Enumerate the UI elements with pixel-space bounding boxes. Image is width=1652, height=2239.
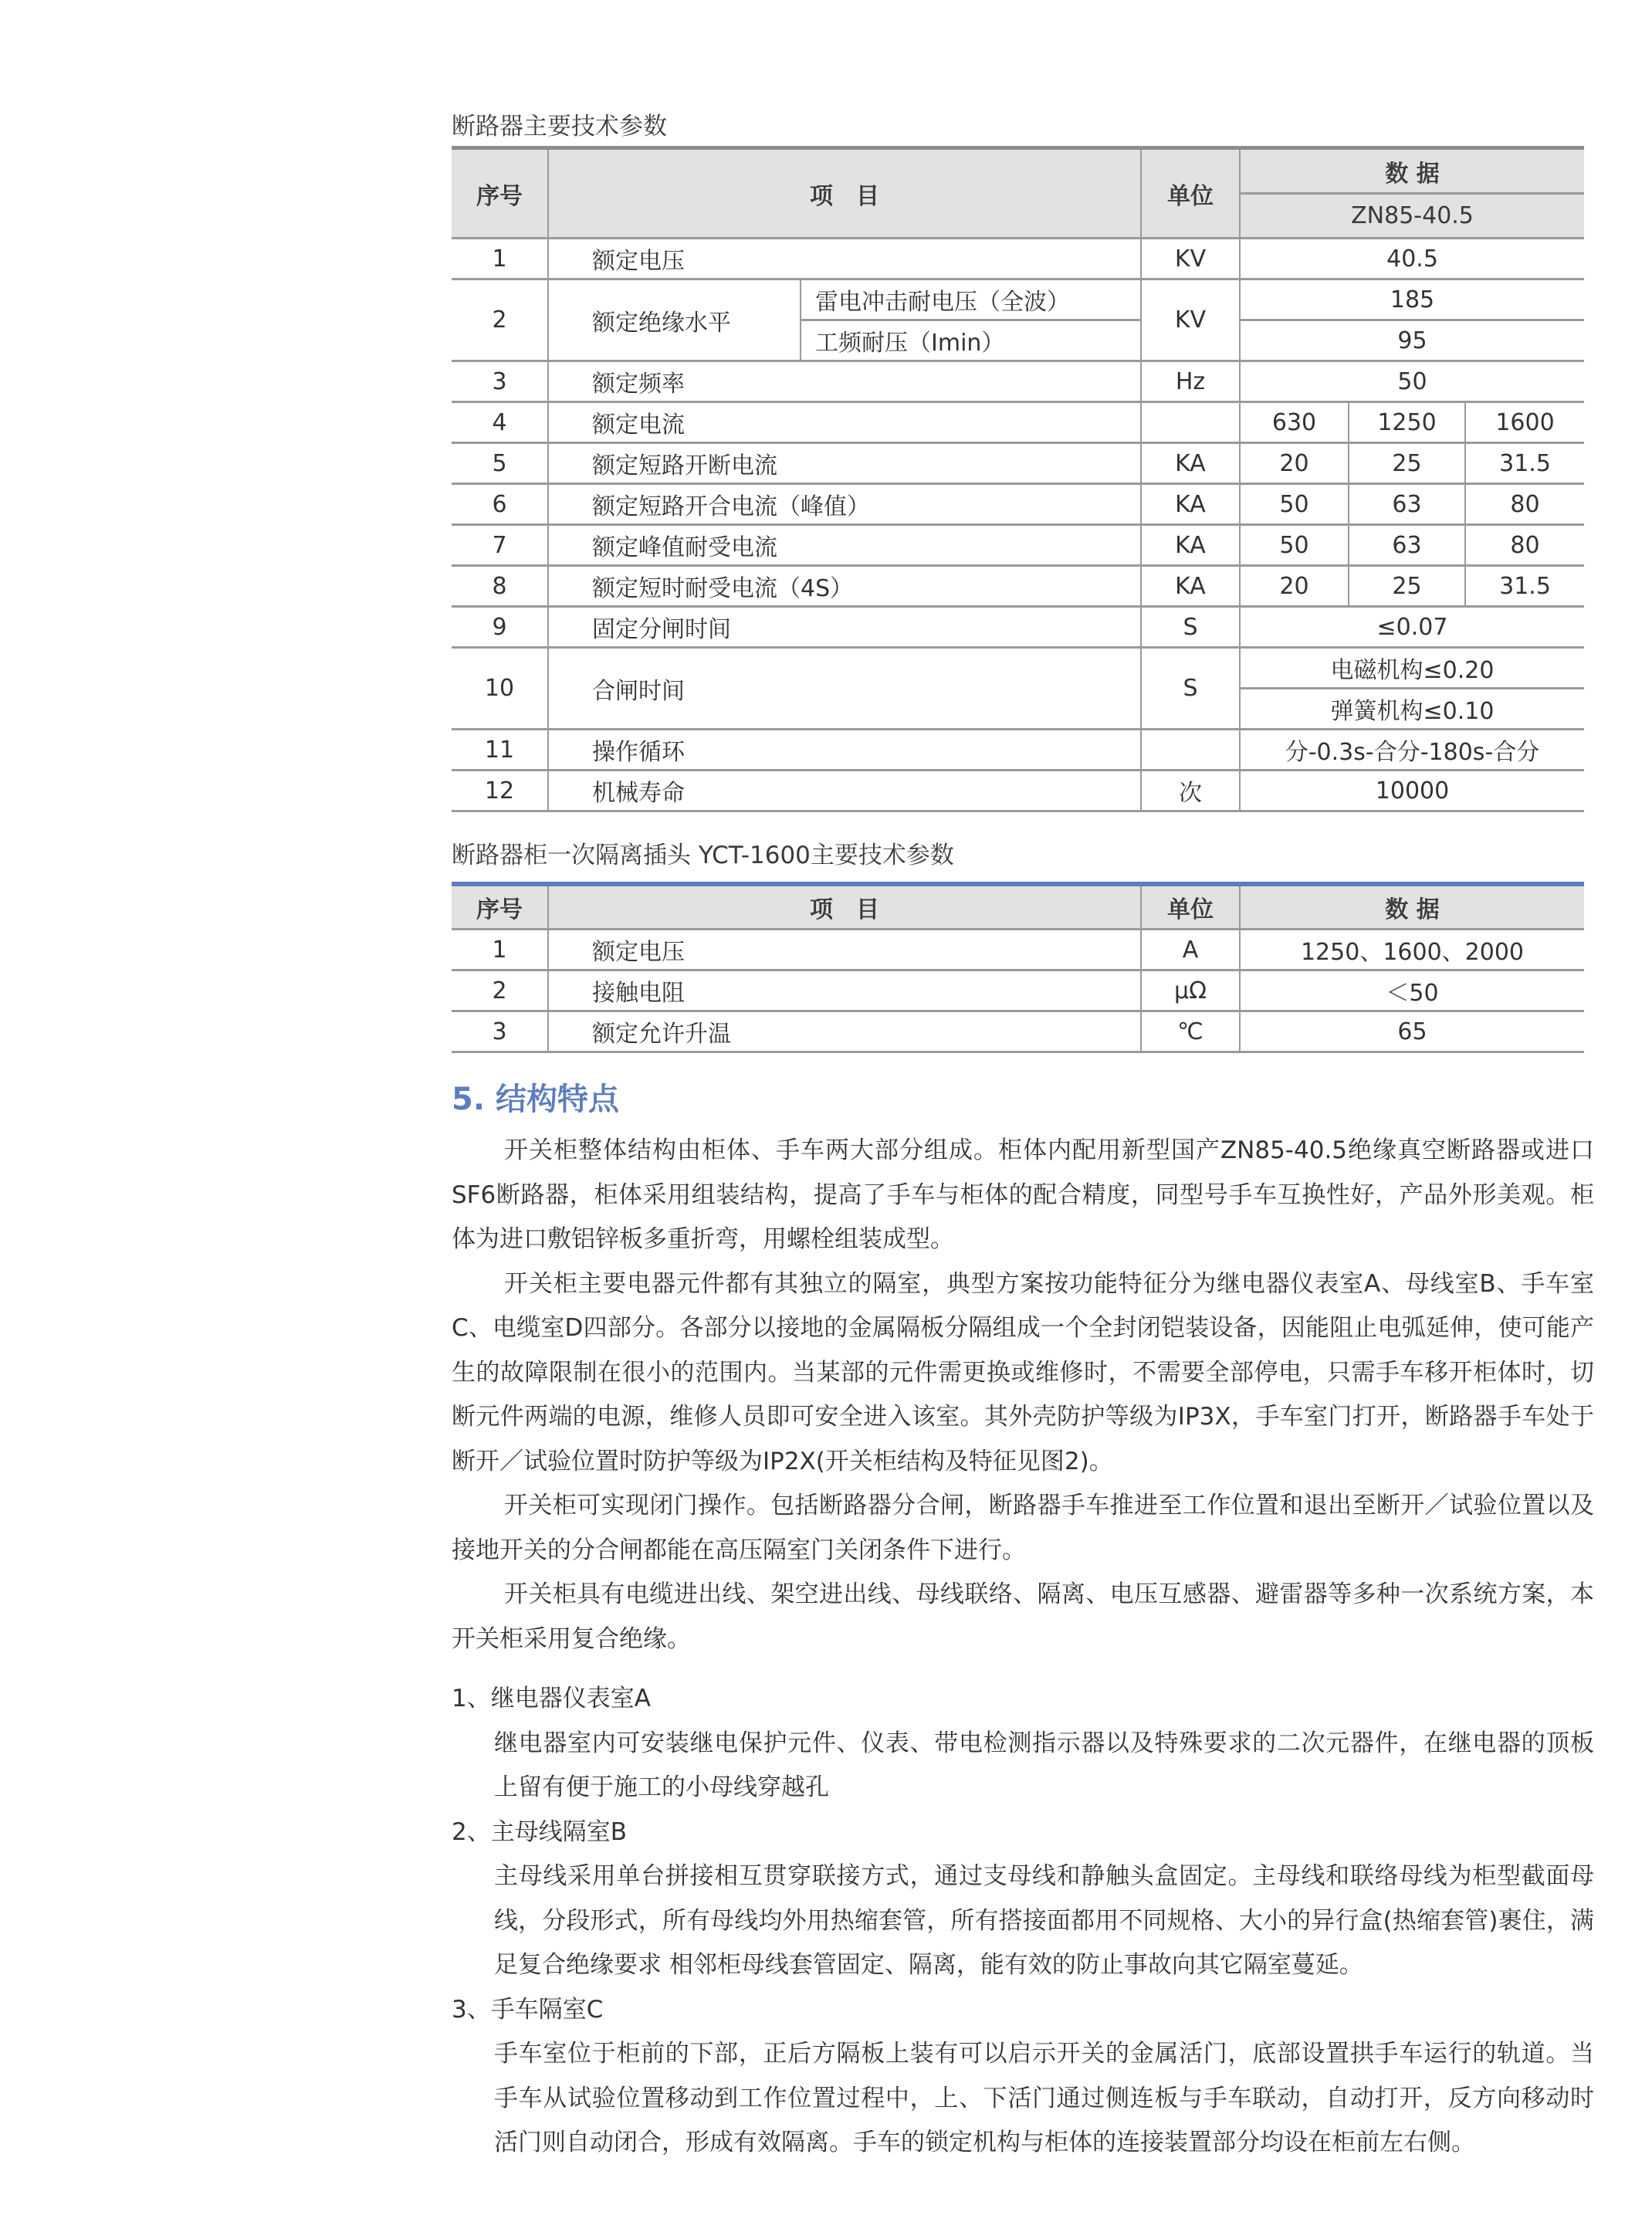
header-no: 序号	[452, 148, 548, 239]
row-item: 操作循环	[548, 730, 1141, 771]
header-unit: 单位	[1141, 148, 1240, 239]
row-item: 额定电流	[548, 402, 1141, 443]
row-unit: KV	[1141, 279, 1240, 361]
row-value: 80	[1465, 525, 1584, 566]
table-row	[452, 730, 1584, 771]
row-value: 电磁机构≤0.20	[1240, 648, 1584, 689]
row-no: 8	[452, 566, 548, 607]
row-unit: KA	[1141, 484, 1240, 525]
row-value: 63	[1349, 525, 1465, 566]
row-subitem: 雷电冲击耐电压（全波）	[801, 279, 1141, 320]
row-no: 3	[452, 361, 548, 402]
table-row	[452, 771, 1584, 811]
table-row	[452, 402, 1584, 443]
row-value: 10000	[1240, 771, 1584, 811]
paragraph: 开关柜整体结构由柜体、手车两大部分组成。柜体内配用新型国产ZN85-40.5绝缘真空断路器或进口SF6断路器，柜体采用组装结构，提高了手车与柜体的配合精度，同型号手车互换性好，产品外形美观。柜体为进口敷铝锌板多重折弯，用螺栓组装成型。	[452, 1136, 1594, 1253]
row-item: 固定分闸时间	[548, 607, 1141, 648]
row-value: 50	[1240, 525, 1349, 566]
row-value: 50	[1240, 484, 1349, 525]
row-unit: μΩ	[1141, 970, 1240, 1011]
row-value: 20	[1240, 443, 1349, 484]
row-no: 3	[452, 1011, 548, 1052]
section-body	[452, 1129, 1594, 2166]
row-value: 31.5	[1465, 443, 1584, 484]
row-unit	[1141, 402, 1240, 443]
header-item: 项 目	[548, 148, 1141, 239]
row-value: 分-0.3s-合分-180s-合分	[1240, 730, 1584, 771]
row-value: 20	[1240, 566, 1349, 607]
table-caption: 断路器柜一次隔离插头 YCT-1600主要技术参数	[452, 842, 954, 869]
table-row	[452, 361, 1584, 402]
row-value: 185	[1240, 279, 1584, 320]
row-no: 2	[452, 970, 548, 1011]
row-item: 额定峰值耐受电流	[548, 525, 1141, 566]
row-unit: 次	[1141, 771, 1240, 811]
row-no: 9	[452, 607, 548, 648]
list-item-title: 3、手车隔室C	[452, 1995, 604, 2024]
header-unit: 单位	[1141, 884, 1240, 930]
row-no: 12	[452, 771, 548, 811]
row-value: 63	[1349, 484, 1465, 525]
row-unit: KV	[1141, 239, 1240, 279]
paragraph: 开关柜主要电器元件都有其独立的隔室，典型方案按功能特征分为继电器仪表室A、母线室B、手车室C、电缆室D四部分。各部分以接地的金属隔板分隔组成一个全封闭铠装设备，因能阻止电弧延伸，使可能产生的故障限制在很小的范围内。当某部的元件需更换或维修时，不需要全部停电，只需手车移开柜体时，切断元件两端的电源，维修人员即可安全进入该室。其外壳防护等级为IP3X，手车室门打开，断路器手车处于断开／试验位置时防护等级为IP2X(开关柜结构及特征见图2)。	[452, 1269, 1594, 1475]
breaker-spec-table	[452, 146, 1584, 812]
table-row	[452, 525, 1584, 566]
header-model: ZN85-40.5	[1240, 194, 1584, 239]
row-value: 1250	[1349, 402, 1465, 443]
table-header-row	[452, 148, 1584, 194]
list-item-title: 2、主母线隔室B	[452, 1817, 627, 1846]
list-item-text: 手车室位于柜前的下部，正后方隔板上装有可以启示开关的金属活门，底部设置拱手车运行的轨道。当手车从试验位置移动到工作位置过程中，上、下活门通过侧连板与手车联动，自动打开，反方向移动时活门则自动闭合，形成有效隔离。手车的锁定机构与柜体的连接装置部分均设在柜前左右侧。	[494, 2040, 1594, 2156]
row-item: 接触电阻	[548, 970, 1141, 1011]
row-unit: S	[1141, 607, 1240, 648]
table-row	[452, 970, 1584, 1011]
table-row	[452, 566, 1584, 607]
paragraph: 开关柜具有电缆进出线、架空进出线、母线联络、隔离、电压互感器、避雷器等多种一次系统方案，本开关柜采用复合绝缘。	[452, 1580, 1594, 1653]
row-unit: Hz	[1141, 361, 1240, 402]
table-row	[452, 484, 1584, 525]
row-no: 1	[452, 239, 548, 279]
row-unit: A	[1141, 930, 1240, 970]
row-item: 额定允许升温	[548, 1011, 1141, 1052]
list-item-text: 主母线采用单台拼接相互贯穿联接方式，通过支母线和静触头盒固定。主母线和联络母线为柜型截面母线，分段形式，所有母线均外用热缩套管，所有搭接面都用不同规格、大小的异行盒(热缩套管)裹住，满足复合绝缘要求 相邻柜母线套管固定、隔离，能有效的防止事故向其它隔室蔓延。	[494, 1862, 1594, 1979]
row-unit: KA	[1141, 566, 1240, 607]
row-item: 额定短路开合电流（峰值）	[548, 484, 1141, 525]
row-value: 1600	[1465, 402, 1584, 443]
row-item: 额定电压	[548, 930, 1141, 970]
row-value: 65	[1240, 1011, 1584, 1052]
row-unit: KA	[1141, 525, 1240, 566]
row-value: 95	[1240, 320, 1584, 361]
row-value: 25	[1349, 566, 1465, 607]
row-no: 4	[452, 402, 548, 443]
table-row	[452, 648, 1584, 689]
isolation-plug-spec-table	[452, 882, 1584, 1053]
row-item: 额定短时耐受电流（4S）	[548, 566, 1141, 607]
table-row	[452, 443, 1584, 484]
row-item: 额定电压	[548, 239, 1141, 279]
header-no: 序号	[452, 884, 548, 930]
row-value: 弹簧机构≤0.10	[1240, 689, 1584, 730]
row-no: 1	[452, 930, 548, 970]
row-item: 额定短路开断电流	[548, 443, 1141, 484]
row-unit: ℃	[1141, 1011, 1240, 1052]
row-no: 2	[452, 279, 548, 361]
table-row	[452, 1011, 1584, 1052]
table-row	[452, 930, 1584, 970]
row-value: ＜50	[1240, 970, 1584, 1011]
paragraph: 开关柜可实现闭门操作。包括断路器分合闸，断路器手车推进至工作位置和退出至断开／试验位置以及接地开关的分合闸都能在高压隔室门关闭条件下进行。	[452, 1492, 1594, 1564]
row-value: 630	[1240, 402, 1349, 443]
row-no: 11	[452, 730, 548, 771]
row-item: 机械寿命	[548, 771, 1141, 811]
row-value: 50	[1240, 361, 1584, 402]
row-value: 31.5	[1465, 566, 1584, 607]
list-item-title: 1、继电器仪表室A	[452, 1685, 651, 1712]
table-header-row	[452, 884, 1584, 930]
table-row	[452, 239, 1584, 279]
section-heading: 5. 结构特点	[452, 1082, 619, 1117]
table-caption: 断路器主要技术参数	[452, 113, 667, 141]
row-item: 额定频率	[548, 361, 1141, 402]
header-item: 项 目	[548, 884, 1141, 930]
row-item: 合闸时间	[548, 648, 1141, 730]
row-no: 5	[452, 443, 548, 484]
row-item: 额定绝缘水平	[548, 279, 801, 361]
row-unit: KA	[1141, 443, 1240, 484]
row-value: ≤0.07	[1240, 607, 1584, 648]
row-no: 10	[452, 648, 548, 730]
table-row	[452, 279, 1584, 320]
row-unit	[1141, 730, 1240, 771]
row-value: 40.5	[1240, 239, 1584, 279]
row-no: 6	[452, 484, 548, 525]
row-value: 25	[1349, 443, 1465, 484]
header-data: 数 据	[1240, 148, 1584, 194]
row-value: 80	[1465, 484, 1584, 525]
table-row	[452, 607, 1584, 648]
row-no: 7	[452, 525, 548, 566]
row-subitem: 工频耐压（Imin）	[801, 320, 1141, 361]
header-data: 数 据	[1240, 884, 1584, 930]
list-item-text: 继电器室内可安装继电保护元件、仪表、带电检测指示器以及特殊要求的二次元器件，在继电器的顶板上留有便于施工的小母线穿越孔	[494, 1729, 1594, 1801]
row-value: 1250、1600、2000	[1240, 930, 1584, 970]
row-unit: S	[1141, 648, 1240, 730]
